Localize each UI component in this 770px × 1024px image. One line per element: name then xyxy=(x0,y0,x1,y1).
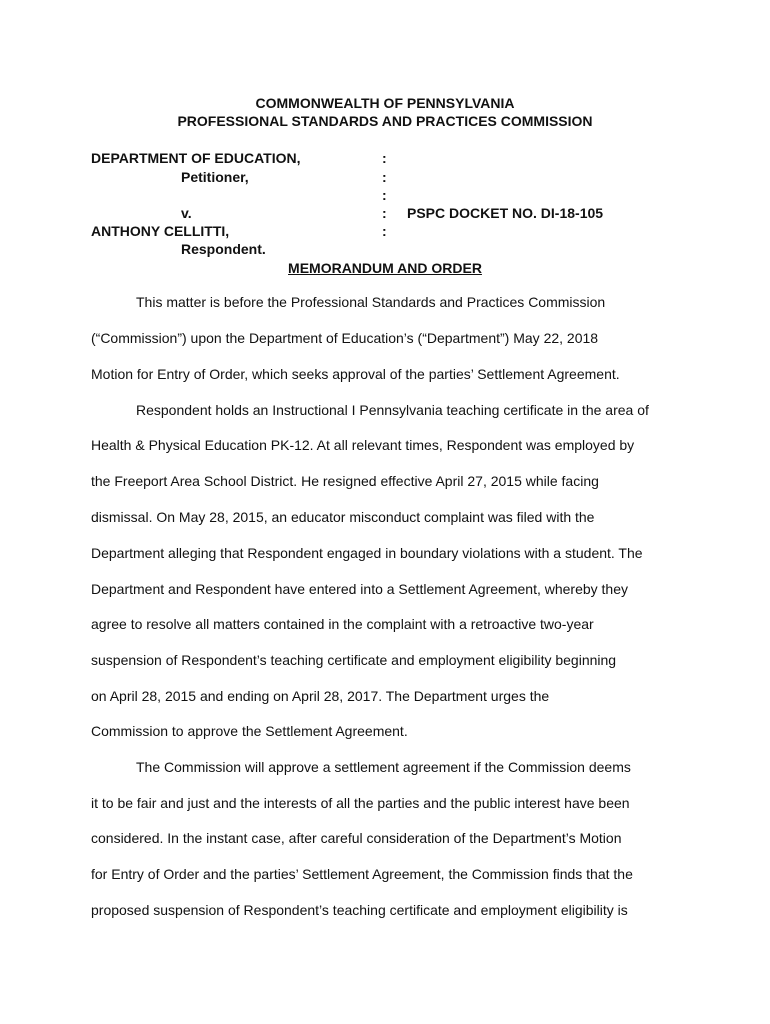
respondent-name: ANTHONY CELLITTI, xyxy=(91,223,230,239)
body-line: considered. In the instant case, after careful consideration of the Department’s Motion xyxy=(91,830,622,846)
petitioner-name: DEPARTMENT OF EDUCATION, xyxy=(91,150,301,166)
versus-label: v. xyxy=(181,205,192,221)
body-line: suspension of Respondent’s teaching certificate and employment eligibility beginning xyxy=(91,652,617,668)
caption-colon: : xyxy=(382,187,387,203)
body-line: Motion for Entry of Order, which seeks approval of the parties’ Settlement Agreement. xyxy=(91,366,620,382)
body-line: Commission to approve the Settlement Agreement. xyxy=(91,723,408,739)
caption-colon: : xyxy=(382,223,387,239)
body-line: agree to resolve all matters contained in the complaint with a retroactive two-year xyxy=(91,616,594,632)
body-line: Health & Physical Education PK-12. At all relevant times, Respondent was employed by xyxy=(91,437,635,453)
body-line: This matter is before the Professional Standards and Practices Commission xyxy=(136,294,606,310)
memorandum-title-text: MEMORANDUM AND ORDER xyxy=(288,260,482,276)
body-line: for Entry of Order and the parties’ Settlement Agreement, the Commission finds that the xyxy=(91,866,633,882)
body-line: it to be fair and just and the interests of all the parties and the public interest have been xyxy=(91,795,630,811)
caption-colon: : xyxy=(382,205,387,221)
body-line: the Freeport Area School District. He resigned effective April 27, 2015 while facing xyxy=(91,473,599,489)
body-line: The Commission will approve a settlement agreement if the Commission deems xyxy=(136,759,631,775)
header-commonwealth: COMMONWEALTH OF PENNSYLVANIA xyxy=(255,95,515,111)
header-commission: PROFESSIONAL STANDARDS AND PRACTICES COMMISSION xyxy=(177,113,593,129)
respondent-role: Respondent. xyxy=(181,241,266,257)
body-line: on April 28, 2015 and ending on April 28, 2017. The Department urges the xyxy=(91,688,550,704)
body-line: Respondent holds an Instructional I Pennsylvania teaching certificate in the area of xyxy=(136,402,649,418)
body-line: Department and Respondent have entered into a Settlement Agreement, whereby they xyxy=(91,581,629,597)
caption-colon: : xyxy=(382,169,387,185)
body-line: (“Commission”) upon the Department of Education’s (“Department”) May 22, 2018 xyxy=(91,330,599,346)
memorandum-title xyxy=(0,260,770,277)
petitioner-role: Petitioner, xyxy=(181,169,249,185)
caption-colon: : xyxy=(382,150,387,166)
body-line: proposed suspension of Respondent’s teaching certificate and employment eligibility is xyxy=(91,902,628,918)
docket-number: PSPC DOCKET NO. DI-18-105 xyxy=(407,205,604,221)
body-line: dismissal. On May 28, 2015, an educator misconduct complaint was filed with the xyxy=(91,509,595,525)
body-line: Department alleging that Respondent engaged in boundary violations with a student. The xyxy=(91,545,643,561)
